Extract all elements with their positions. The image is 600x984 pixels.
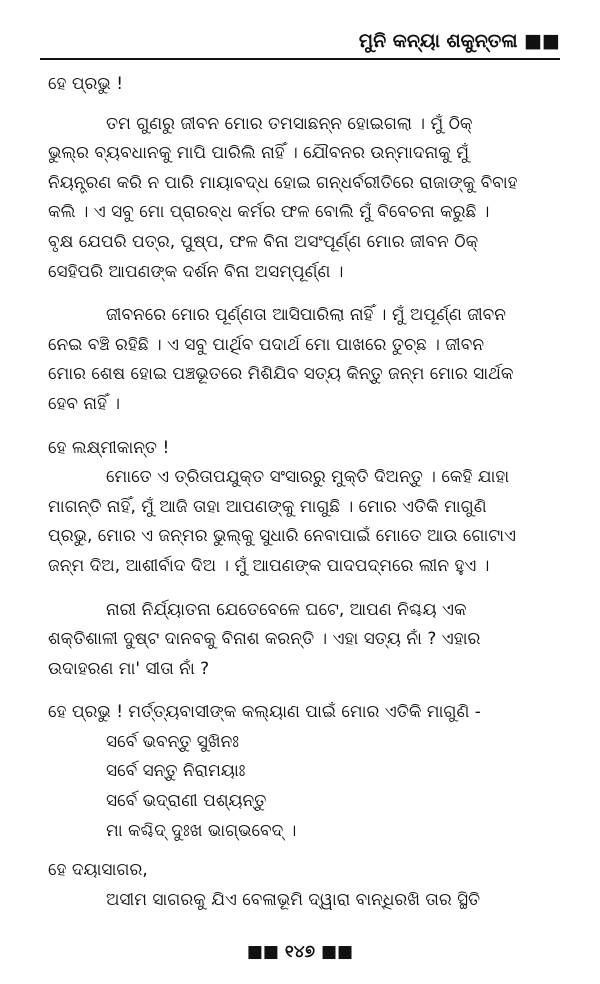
text-line: ସେହିପରି ଆପଣଙ୍କ ଦର୍ଶନ ବିନା ଅସମ୍ପୂର୍ଣ୍ଣ ।	[48, 261, 344, 282]
text-line: ହେ ଦୟାସାଗର,	[48, 860, 148, 881]
running-head: ମୁନି କନ୍ୟା ଶକୁନ୍ତଳା ■■	[358, 30, 560, 52]
paragraph	[48, 463, 558, 581]
text-line: ହେ ପ୍ରଭୁ !	[48, 74, 124, 94]
text-line: ପ୍ରଭୁ, ମୋର ଏ ଜନ୍ମର ଭୁଲ୍‌କୁ ସୁଧାରି ନେବାପାଇଁ ମୋତେ ଆଉ ଗୋଟାଏ	[48, 526, 516, 547]
text-line: ହେବ ନାହିଁ ।	[48, 393, 121, 414]
page-number: ■■ ୧୪୭ ■■	[246, 942, 354, 962]
header-rule	[40, 58, 560, 60]
verse-line: ମା କଶ୍ଚିଦ୍ ଦୁଃଖ ଭାଗ୍‌ଭବେଦ୍ ।	[106, 820, 297, 841]
paragraph	[48, 596, 558, 685]
text-line: ଶକ୍ତିଶାଳୀ ଦୁଷ୍ଟ ଦାନବକୁ ବିନାଶ କରନ୍ତି । ଏହା ସତ୍ୟ ନାଁ ? ଏହାର	[48, 629, 481, 650]
text-line: ମୋର ଶେଷ ହୋଇ ପଞ୍ଚଭୂତରେ ମିଶିଯିବ ସତ୍ୟ କିନ୍ତୁ ଜନ୍ମ ମୋର ସାର୍ଥକ	[48, 364, 514, 385]
text-line: ଉଦାହରଣ ମା' ସୀତା ନାଁ ?	[48, 658, 210, 679]
verse-line: ସର୍ବେ ଭଦ୍ରାଣୀ ପଶ୍ୟନ୍ତୁ	[106, 791, 267, 812]
text-line: ହେ ଲକ୍ଷ୍ମୀକାନ୍ତ !	[48, 437, 170, 458]
text-line: ଅସୀମ ସାଗରକୁ ଯିଏ ବେଳାଭୂମି ଦ୍ୱାରା ବାନ୍ଧିରଖି ତାର ସ୍ଥିତି	[106, 889, 481, 910]
text-line: ମାଗନ୍ତି ନାହିଁ, ମୁଁ ଆଜି ତାହା ଆପଣଙ୍କୁ ମାଗୁଛି । ମୋର ଏତିକି ମାଗୁଣି	[48, 496, 487, 517]
text-line: ଭୁଲ୍‌ର ବ୍ୟବଧାନକୁ ମାପି ପାରିଲି ନାହିଁ । ଯୌବନର ଉନ୍ମାଦନାକୁ ମୁଁ	[48, 143, 469, 164]
text-line: ମୋତେ ଏ ତ୍ରିତାପଯୁକ୍ତ ସଂସାରରୁ ମୁକ୍ତି ଦିଅନ୍ତୁ । କେହି ଯାହା	[106, 467, 510, 488]
text-line: ନେଇ ବଞ୍ଚି ରହିଛି । ଏ ସବୁ ପାର୍ଥିବ ପଦାର୍ଥ ମୋ ପାଖରେ ତୁଚ୍ଛ । ଜୀବନ	[48, 334, 485, 355]
paragraph	[48, 301, 558, 419]
text-line: ନିୟନ୍ତ୍ରଣ କରି ନ ପାରି ମାୟାବଦ୍ଧ ହୋଇ ଗନ୍ଧର୍ବରୀତିରେ ରାଜାଙ୍କୁ ବିବାହ	[48, 172, 518, 193]
address-line	[48, 856, 558, 886]
verse-line: ସର୍ବେ ଭବନ୍ତୁ ସୁଖିନଃ	[106, 731, 239, 752]
body-text	[48, 70, 558, 915]
paragraph	[48, 698, 558, 728]
address-line	[48, 434, 558, 464]
verse-block	[48, 728, 558, 846]
text-line: ନାରୀ ନିର୍ଯ୍ୟାତନା ଯେତେବେଳେ ଘଟେ, ଆପଣ ନିଶ୍ଚୟ ଏକ	[106, 599, 467, 620]
address-line	[48, 70, 558, 100]
text-line: ତମ ଗୁଣରୁ ଜୀବନ ମୋର ତମସାଛନ୍ନ ହୋଇଗଲା । ମୁଁ ଠିକ୍	[106, 113, 473, 134]
text-line: ହେ ପ୍ରଭୁ ! ମର୍ତ୍ତ୍ୟବାସୀଙ୍କ କଲ୍ୟାଣ ପାଇଁ ମୋର ଏତିକି ମାଗୁଣି -	[48, 702, 481, 723]
paragraph	[48, 886, 558, 916]
text-line: ବୃକ୍ଷ ଯେପରି ପତ୍ର, ପୁଷ୍ପ, ଫଳ ବିନା ଅସଂପୂର୍ଣ୍ଣ ମୋର ଜୀବନ ଠିକ୍	[48, 231, 479, 252]
verse-line: ସର୍ବେ ସନ୍ତୁ ନିରାମୟାଃ	[106, 761, 246, 782]
paragraph	[48, 110, 558, 288]
text-line: କଲି । ଏ ସବୁ ମୋ ପ୍ରାରବ୍ଧ କର୍ମର ଫଳ ବୋଲି ମୁଁ ବିବେଚନା କରୁଛି ।	[48, 202, 490, 223]
text-line: ଜନ୍ମ ଦିଅ, ଆଶୀର୍ବାଦ ଦିଅ । ମୁଁ ଆପଣଙ୍କ ପାଦପଦ୍ମରେ ଲୀନ ହୁଏ ।	[48, 555, 490, 576]
text-line: ଜୀବନରେ ମୋର ପୂର୍ଣ୍ଣତା ଆସିପାରିଲା ନାହିଁ । ମୁଁ ଅପୂର୍ଣ୍ଣ ଜୀବନ	[106, 305, 506, 326]
